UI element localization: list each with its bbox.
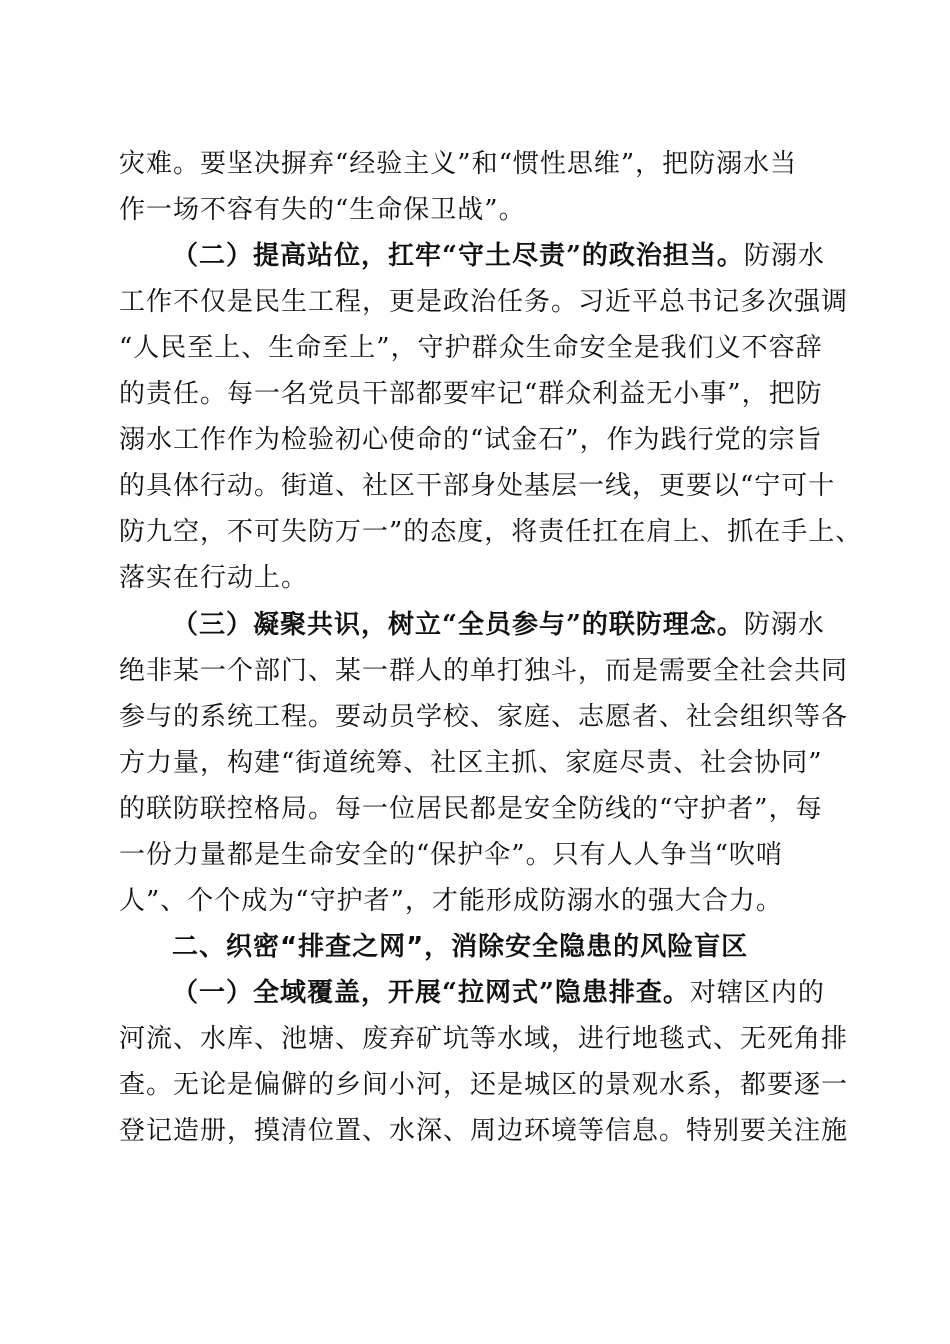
body-line: 绝非某一个部门、某一群人的单打独斗，而是需要全社会共同 (119, 656, 849, 686)
body-line: 参与的系统工程。要动员学校、家庭、志愿者、社会组织等各 (119, 702, 849, 732)
section-paragraph-start: （二）提高站位，扛牢“守土尽责”的政治担当。防溺水 (172, 241, 825, 271)
body-line: 灾难。要坚决摒弃“经验主义”和“惯性思维”，把防溺水当 (119, 149, 798, 179)
body-line: 溺水工作作为检验初心使命的“试金石”，作为践行党的宗旨 (119, 425, 823, 455)
subheading-inline: （三）凝聚共识，树立“全员参与”的联防理念。 (172, 610, 744, 640)
body-line: 一份力量都是生命安全的“保护伞”。只有人人争当“吹哨 (119, 840, 783, 870)
body-line: 登记造册，摸清位置、水深、周边环境等信息。特别要关注施 (119, 1116, 849, 1146)
body-line: 人”、个个成为“守护者”，才能形成防溺水的强大合力。 (119, 886, 783, 916)
body-line: 落实在行动上。 (119, 563, 309, 593)
subheading-inline: （一）全域覆盖，开展“拉网式”隐患排查。 (172, 978, 690, 1008)
subheading-inline: （二）提高站位，扛牢“守土尽责”的政治担当。 (172, 241, 744, 271)
section-heading: 二、织密“排查之网”，消除安全隐患的风险盲区 (172, 932, 749, 962)
body-line: 的具体行动。街道、社区干部身处基层一线，更要以“宁可十 (119, 471, 836, 501)
body-line: 河流、水库、池塘、废弃矿坑等水域，进行地毯式、无死角排 (119, 1024, 849, 1054)
body-line: “人民至上、生命至上”，守护群众生命安全是我们义不容辞 (119, 333, 823, 363)
body-line: 的责任。每一名党员干部都要牢记“群众利益无小事”，把防 (119, 379, 823, 409)
section-paragraph-start: （三）凝聚共识，树立“全员参与”的联防理念。防溺水 (172, 610, 825, 640)
body-line: 作一场不容有失的“生命保卫战”。 (119, 195, 526, 225)
section-paragraph-start: （一）全域覆盖，开展“拉网式”隐患排查。对辖区内的 (172, 978, 825, 1008)
body-line: 方力量，构建“街道统筹、社区主抓、家庭尽责、社会协同” (119, 748, 823, 778)
body-line: 的联防联控格局。每一位居民都是安全防线的“守护者”，每 (119, 794, 823, 824)
body-line: 防九空，不可失防万一”的态度，将责任扛在肩上、抓在手上、 (119, 517, 863, 547)
body-line: 工作不仅是民生工程，更是政治任务。习近平总书记多次强调 (119, 287, 849, 317)
body-line: 查。无论是偏僻的乡间小河，还是城区的景观水系，都要逐一 (119, 1070, 849, 1100)
